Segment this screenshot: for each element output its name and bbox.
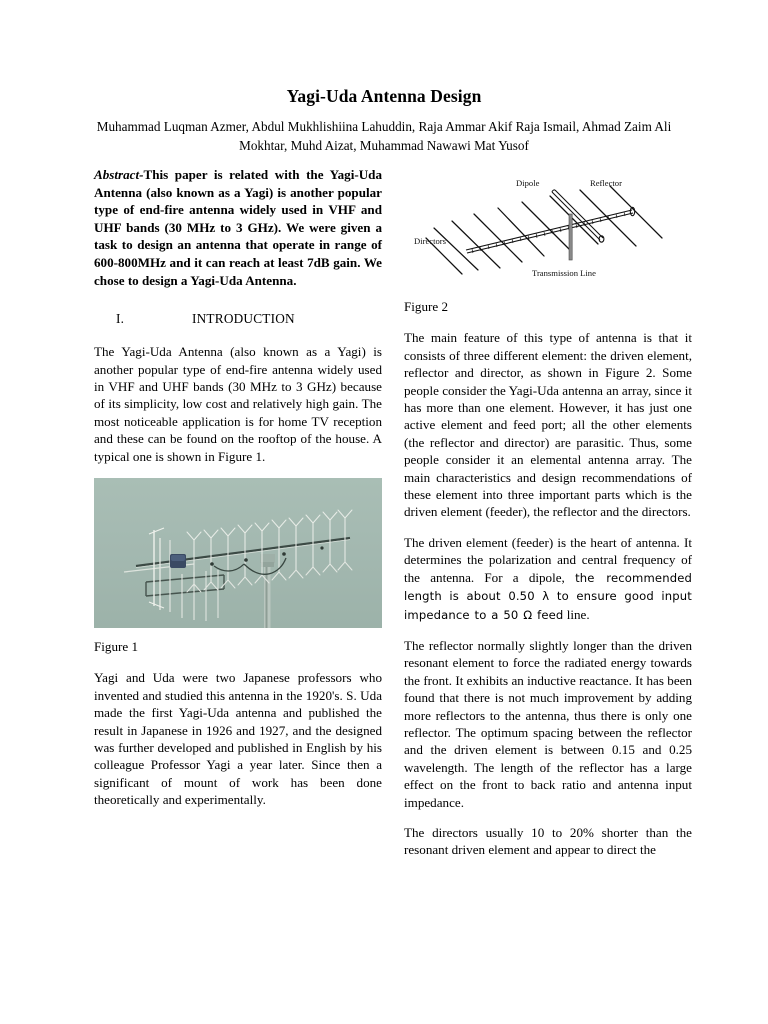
section-title: INTRODUCTION xyxy=(192,311,295,327)
driven-element-paragraph xyxy=(404,534,692,624)
history-paragraph: Yagi and Uda were two Japanese professors who invented and studied this antenna in the 1920's. S. Uda made the first Yagi-Uda antenna and published the result in Japanese in 1926 and 1927, and the designed was further developed and published in English by his colleague Professor Yagi a year later. Since then a significant of mount of work has been done theoretically and experimentally. xyxy=(94,670,382,808)
author-list: Muhammad Luqman Azmer, Abdul Mukhlishiina Lahuddin, Raja Ammar Akif Raja Ismail, Ahmad Zaim Ali Mokhtar, Muhd Aizat, Muhammad Nawawi Mat Yusof xyxy=(96,119,672,153)
reflector-paragraph: The reflector normally slightly longer than the driven resonant element to force the radiated energy towards the front. It exhibits an inductive reactance. It has been found that there is not much improvement by adding more reflectors to the antenna, thus there is only one reflector. The optimum spacing between the reflector and the driven element is between 0.15 and 0.25 wavelength. The length of the reflector has a large effect on the front to back ratio and antenna input impedance. xyxy=(404,637,692,810)
abstract-paragraph xyxy=(94,166,382,289)
abstract-text: This paper is related with the Yagi-Uda Antenna (also known as a Yagi) is another popular type of end-fire antenna widely used in VHF and UHF bands (30 MHz to 3 GHz). We were given a task to design an antenna that operate in range of 600-800MHz and it can reach at least 7dB gain. We chose to design a Yagi-Uda Antenna. xyxy=(94,167,382,288)
section-number: I. xyxy=(116,311,125,327)
section-heading-introduction xyxy=(94,311,382,327)
driven-element-text-b: the recommended length is about 0.50 λ to ensure good input impedance to a 50 Ω feed xyxy=(404,570,692,622)
left-column xyxy=(94,166,382,809)
driven-element-text-a: The driven element (feeder) is the heart of antenna. It determines the polarization and central frequency of the antenna. For a dipole, xyxy=(404,534,692,585)
driven-element-text-c: line. xyxy=(566,606,590,622)
figure2-label-reflector: Reflector xyxy=(590,178,622,188)
figure-1 xyxy=(94,478,382,655)
figure2-label-directors: Directors xyxy=(414,236,446,246)
page-title: Yagi-Uda Antenna Design xyxy=(286,86,482,106)
directors-paragraph: The directors usually 10 to 20% shorter than the resonant driven element and appear to direct the xyxy=(404,824,692,858)
figure-1-caption: Figure 1 xyxy=(94,639,139,654)
figure-2 xyxy=(404,166,692,315)
figure-2-caption: Figure 2 xyxy=(404,299,449,314)
figure2-label-transmission-line: Transmission Line xyxy=(532,268,596,278)
abstract-label: Abstract- xyxy=(94,167,144,182)
figure2-label-dipole: Dipole xyxy=(516,178,540,188)
right-column xyxy=(404,166,692,859)
intro-paragraph: The Yagi-Uda Antenna (also known as a Yagi) is another popular type of end-fire antenna widely used in VHF and UHF bands (30 MHz to 3 GHz) because of its simplicity, low cost and relatively high gain. The most noticeable application is for home TV reception and these can be found on the rooftop of the house. A typical one is shown in Figure 1. xyxy=(94,344,382,464)
yagi-schematic-diagram xyxy=(404,166,692,288)
main-feature-paragraph: The main feature of this type of antenna is that it consists of three different element: the driven element, reflector and director, as shown in Figure 2. Some people consider the Yagi-Uda antenna an array, since it has more than one element. However, it has just one active element and feed port; all the other elements (the reflector and director) are parasitic. Thus, some people consider it an elemental antenna array. The main characteristics and design recommendations of these element into three important parts which is the driven element (feeder), the reflector and the directors. xyxy=(404,330,692,520)
antenna-photograph xyxy=(94,478,382,628)
